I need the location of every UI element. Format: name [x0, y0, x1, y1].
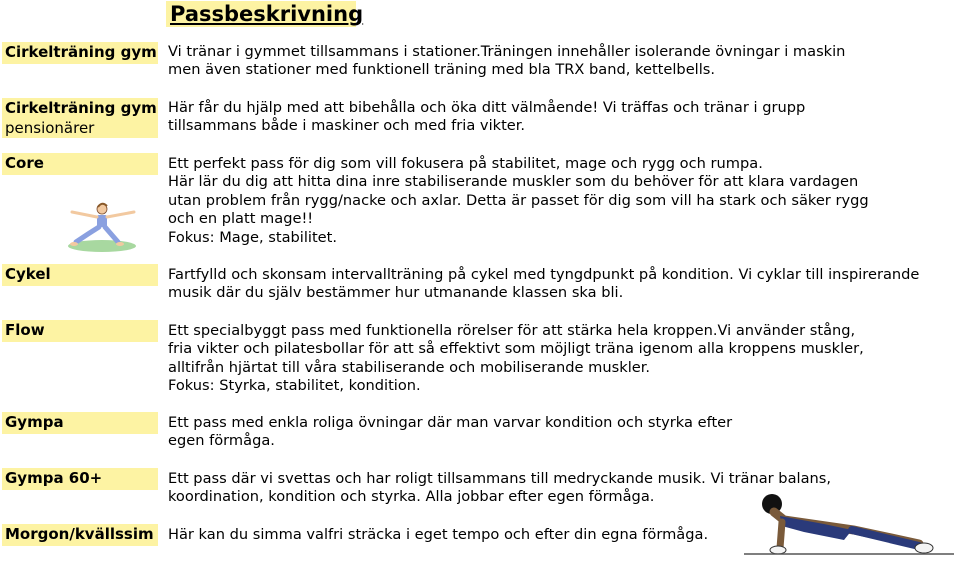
plank-figure-icon	[744, 492, 954, 562]
class-desc-morgon-kvallssim: Här kan du simma valfri sträcka i eget tempo och efter din egna förmåga.	[168, 526, 709, 543]
class-desc-gympa: Ett pass med enkla roliga övningar där man varvar kondition och styrka efter egen förmåga.	[168, 414, 733, 450]
class-desc-cirkeltraning-pension: Här får du hjälp med att bibehålla och öka ditt välmående! Vi träffas och tränar i grupp tillsammans både i maskiner och med fria vikter.	[168, 99, 806, 135]
class-label-gympa: Gympa	[2, 412, 158, 434]
class-label-sub: pensionärer	[5, 119, 95, 137]
class-label-flow: Flow	[2, 320, 158, 342]
class-label-cykel: Cykel	[2, 264, 158, 286]
class-label-gympa-60: Gympa 60+	[2, 468, 158, 490]
class-desc-cirkeltraning-gym: Vi tränar i gymmet tillsammans i stationer.Träningen innehåller isolerande övningar i maskin men även stationer med funktionell träning med bla TRX band, kettelbells.	[168, 43, 846, 79]
yoga-figure-icon	[62, 200, 142, 254]
class-label-morgon-kvallssim: Morgon/kvällssim	[2, 524, 158, 546]
class-desc-cykel: Fartfylld och skonsam intervallträning på cykel med tyngdpunkt på kondition. Vi cyklar till inspirerande musik där du själv bestämmer hur utmanande klassen ska bli.	[168, 266, 920, 302]
class-label-cirkeltraning-gym: Cirkelträning gym	[2, 42, 158, 64]
class-label-core: Core	[2, 153, 158, 175]
class-desc-core: Ett perfekt pass för dig som vill fokusera på stabilitet, mage och rygg och rumpa. Här lär du dig att hitta dina inre stabiliserande muskler som du behöver för att klara vardagen utan problem från rygg/nacke och axlar. Detta är passet för dig som vill ha stark och säker rygg och en platt mage!! Fokus: Mage, stabilitet.	[168, 155, 869, 246]
class-desc-flow: Ett specialbyggt pass med funktionella rörelser för att stärka hela kroppen.Vi använder stång, fria vikter och pilatesbollar för att så effektivt som möjligt träna igenom alla kroppens muskler, alltifrån hjärtat till våra stabiliserande och mobiliserande muskler. Fokus: Styrka, stabilitet, kondition.	[168, 322, 864, 395]
class-label-cirkeltraning-pension	[2, 98, 158, 138]
page-title: Passbeskrivning	[166, 1, 356, 27]
class-label-main: Cirkelträning gym	[5, 99, 157, 117]
class-desc-gympa-60: Ett pass där vi svettas och har roligt tillsammans till medryckande musik. Vi tränar balans, koordination, kondition och styrka. Alla jobbar efter egen förmåga.	[168, 470, 832, 506]
